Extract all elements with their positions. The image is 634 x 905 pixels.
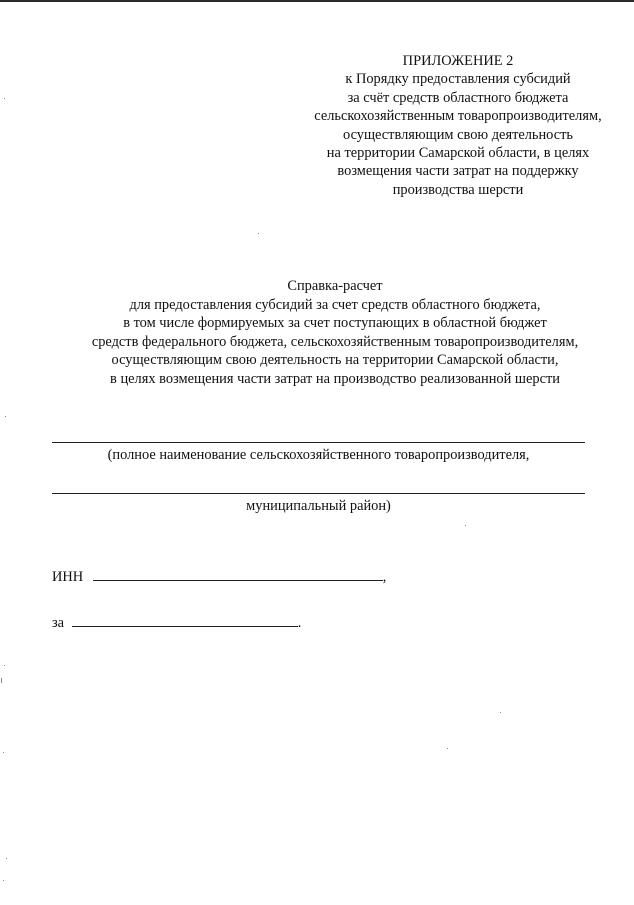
period-field-row bbox=[52, 612, 301, 632]
inn-label: ИНН bbox=[52, 569, 84, 585]
scan-speck bbox=[500, 712, 501, 713]
district-caption: муниципальный район) bbox=[246, 498, 391, 514]
appendix-line: производства шерсти bbox=[392, 181, 524, 198]
scan-speck bbox=[5, 416, 6, 417]
producer-name-line[interactable] bbox=[52, 442, 585, 443]
appendix-line: к Порядку предоставления субсидий bbox=[345, 71, 571, 88]
scan-speck bbox=[1, 678, 2, 683]
appendix-line: осуществляющим свою деятельность bbox=[343, 126, 573, 143]
appendix-line: за счёт средств областного бюджета bbox=[347, 89, 569, 106]
heading-line: для предоставления субсидий за счет средств областного бюджета, bbox=[129, 296, 541, 313]
document-title: Справка-расчет bbox=[287, 278, 383, 294]
appendix-line: сельскохозяйственным товаропроизводителям, bbox=[314, 108, 602, 125]
scan-speck bbox=[4, 98, 5, 99]
scan-speck bbox=[465, 525, 466, 526]
inn-field-row bbox=[52, 566, 386, 586]
producer-name-caption: (полное наименование сельскохозяйственного товаропроизводителя, bbox=[107, 447, 530, 463]
document-heading bbox=[40, 277, 630, 389]
scan-speck bbox=[6, 858, 7, 859]
scan-speck bbox=[4, 665, 5, 666]
period-dot: . bbox=[297, 615, 302, 631]
inn-comma: , bbox=[382, 569, 387, 585]
scan-speck bbox=[258, 233, 259, 234]
scan-speck bbox=[447, 748, 448, 749]
heading-line: осуществляющим свою деятельность на территории Самарской области, bbox=[111, 352, 559, 369]
district-line[interactable] bbox=[52, 493, 585, 494]
appendix-line: возмещения части затрат на поддержку bbox=[337, 163, 579, 180]
scan-speck bbox=[3, 880, 4, 881]
heading-line: средств федерального бюджета, сельскохозяйственным товаропроизводителям, bbox=[91, 333, 579, 350]
appendix-line: на территории Самарской области, в целях bbox=[326, 145, 590, 162]
appendix-title: ПРИЛОЖЕНИЕ 2 bbox=[402, 53, 514, 69]
period-blank[interactable] bbox=[72, 612, 298, 627]
heading-line: в целях возмещения части затрат на производство реализованной шерсти bbox=[110, 370, 560, 387]
heading-line: в том числе формируемых за счет поступающих в областной бюджет bbox=[123, 315, 547, 332]
inn-blank[interactable] bbox=[93, 566, 383, 581]
page-top-border bbox=[0, 0, 634, 2]
scan-speck bbox=[3, 752, 4, 753]
appendix-block bbox=[300, 52, 616, 199]
period-label: за bbox=[52, 615, 65, 631]
